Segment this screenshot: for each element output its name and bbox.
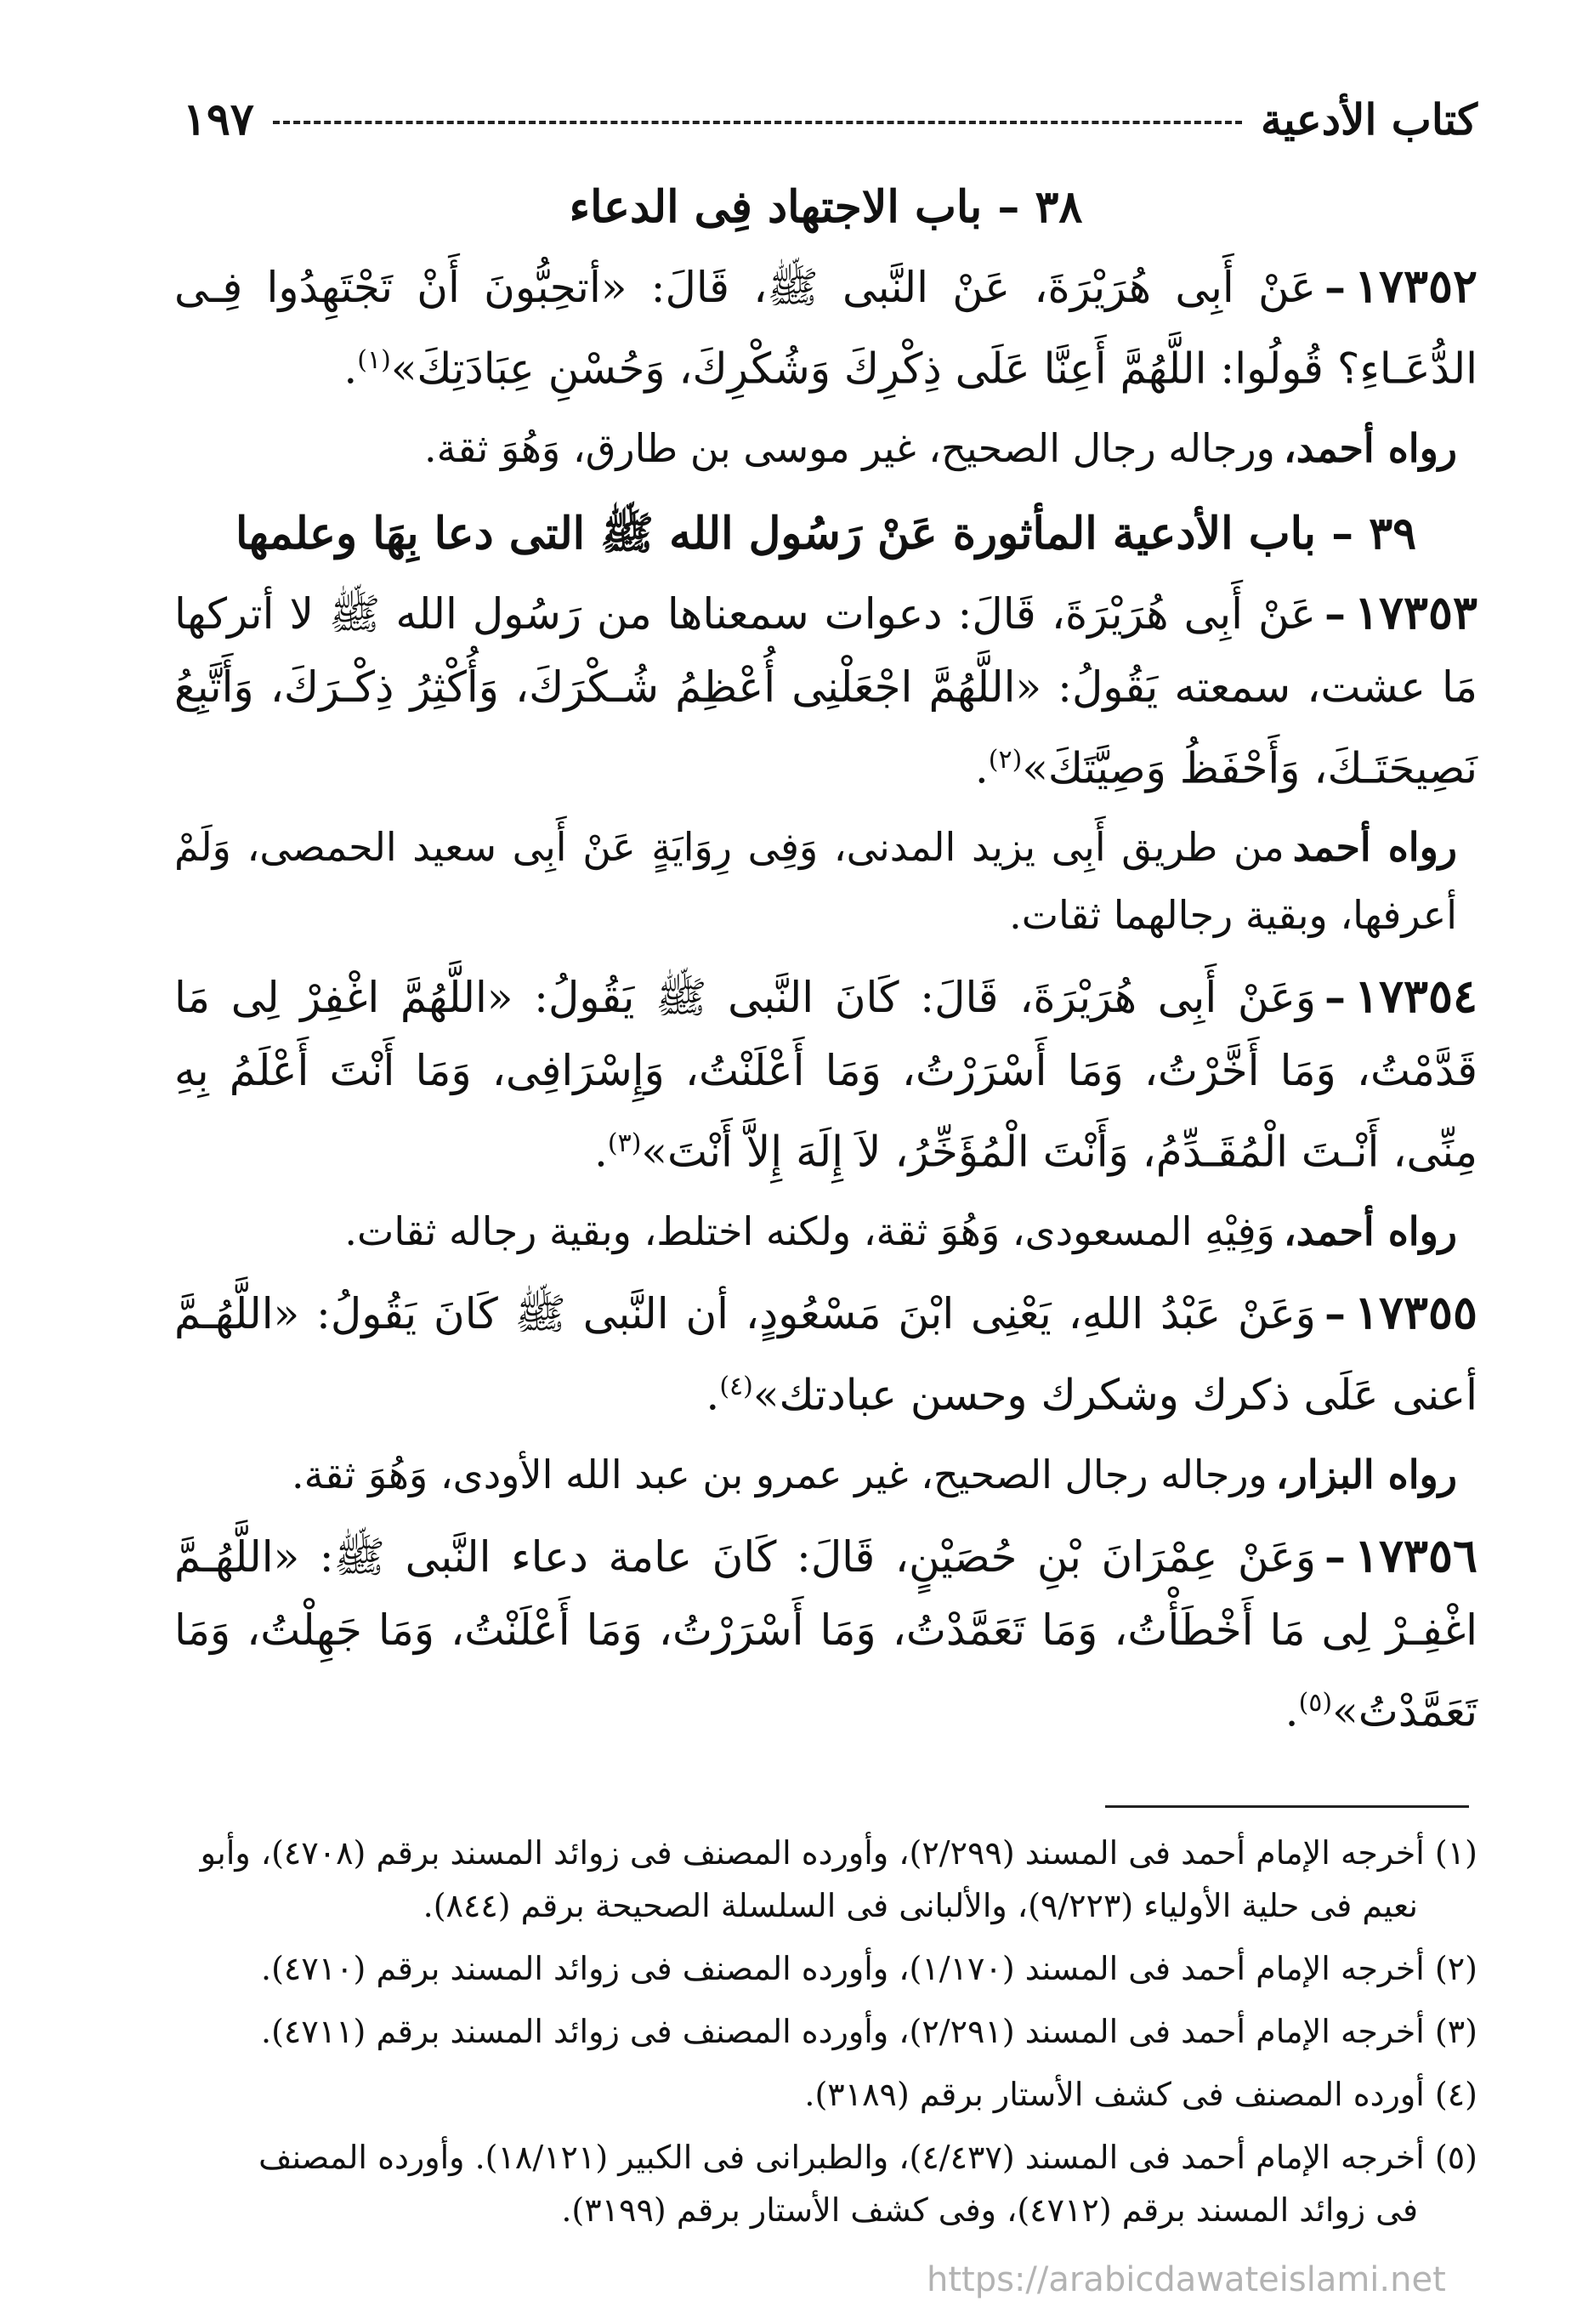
hadith-end: . [1285, 1686, 1299, 1736]
hadith-end: . [706, 1370, 720, 1420]
dash-separator: – [1324, 262, 1346, 312]
footnote-text: أخرجه الإمام أحمد فى المسند (٢/٢٩١)، وأورده المصنف فى زوائد المسند برقم (٤٧١١). [261, 2013, 1425, 2050]
header-dashed-rule [273, 121, 1242, 124]
narration-text: ورجاله رجال الصحيح، غير عمرو بن عبد الله الأودى، وَهُوَ ثقة. [292, 1451, 1268, 1497]
footnote-continuation: فى زوائد المسند برقم (٤٧١٢)، وفى كشف الأستار برقم (٣١٩٩). [561, 2191, 1418, 2229]
narration-2 [174, 813, 1477, 949]
footnote-marker[interactable]: (٢) [988, 744, 1023, 775]
narrator: رواه أحمد، [1283, 424, 1457, 471]
dash-separator: – [1324, 972, 1346, 1023]
chapter-heading-39: ٣٩ – باب الأدعية المأثورة عَنْ رَسُول الله ﷺ التى دعا بِهَا وعلمها [235, 507, 1417, 560]
footnote-1 [183, 1827, 1477, 1932]
footnote-marker[interactable]: (٣) [607, 1128, 642, 1159]
hadith-17354 [174, 959, 1477, 1189]
footnote-marker[interactable]: (٥) [1298, 1687, 1333, 1718]
footnote-continuation: نعيم فى حلية الأولياء (٩/٢٢٣)، والألبانى فى السلسلة الصحيحة برقم (٨٤٤). [423, 1887, 1418, 1924]
footnote-text: أخرجه الإمام أحمد فى المسند (١/١٧٠)، وأورده المصنف فى زوائد المسند برقم (٤٧١٠). [261, 1950, 1425, 1987]
watermark-url: https://arabicdawateislami.net [927, 2260, 1446, 2299]
dash-separator: – [1324, 588, 1346, 639]
hadith-number: ١٧٣٥٥ [1353, 1284, 1477, 1339]
hadith-17356 [174, 1519, 1477, 1748]
hadith-number: ١٧٣٥٢ [1353, 259, 1477, 313]
narration-1 [174, 414, 1477, 482]
hadith-text: عَنْ أَبِى هُرَيْرَةَ، قَالَ: دعوات سمعناها من رَسُول الله ﷺ لا أتركها مَا عشت، سمعته يَقُولُ: «اللَّهُمَّ اجْعَلْنِى أُعْظِمُ شُـكْرَكَ، وَأُكْثِرُ ذِكْـرَكَ، وَأَتَّبِعُ نَصِيحَتَـكَ، وَأَحْفَظُ وَصِيَّتَكَ» [174, 588, 1477, 793]
book-title: كتاب الأدعية [1260, 94, 1477, 145]
chapter-heading-38: ٣٨ – باب الاجتهاد فِى الدعاء [569, 181, 1083, 233]
footnote-4 [183, 2068, 1477, 2121]
hadith-end: . [343, 344, 358, 394]
hadith-17352 [174, 249, 1477, 406]
page-body [174, 166, 1477, 1754]
hadith-end: . [593, 1127, 608, 1177]
dash-separator: – [1324, 1531, 1346, 1582]
narrator: رواه البزار، [1275, 1451, 1457, 1497]
footnote-3 [183, 2005, 1477, 2058]
running-header [183, 89, 1477, 149]
footnote-marker: (٢) [1434, 1950, 1477, 1987]
narrator: رواه أحمد، [1283, 1207, 1457, 1254]
hadith-number: ١٧٣٥٦ [1353, 1527, 1477, 1582]
footnote-text: أخرجه الإمام أحمد فى المسند (٢/٢٩٩)، وأورده المصنف فى زوائد المسند برقم (٤٧٠٨)، وأبو [200, 1834, 1425, 1872]
footnote-marker[interactable]: (١) [357, 345, 391, 375]
footnote-5 [183, 2131, 1477, 2236]
footnotes [183, 1827, 1477, 2247]
hadith-17353 [174, 576, 1477, 805]
hadith-17355 [174, 1276, 1477, 1432]
page-number: ١٩٧ [183, 93, 254, 145]
hadith-number: ١٧٣٥٣ [1353, 584, 1477, 639]
footnote-marker: (٤) [1434, 2076, 1477, 2113]
narration-text: وَفِيْهِ المسعودى، وَهُوَ ثقة، ولكنه اختلط، وبقية رجاله ثقات. [344, 1207, 1275, 1254]
hadith-text: وَعَنْ أَبِى هُرَيْرَةَ، قَالَ: كَانَ النَّبى ﷺ يَقُولُ: «اللَّهُمَّ اغْفِرْ لِى مَا قَدَّمْتُ، وَمَا أَخَّرْتُ، وَمَا أَسْرَرْتُ، وَمَا أَعْلَنْتُ، وَإِسْرَافِى، وَمَا أَنْتَ أَعْلَمُ بِهِ مِنِّى، أَنْـتَ الْمُقَـدِّمُ، وَأَنْتَ الْمُؤَخِّرُ، لاَ إِلَهَ إِلاَّ أَنْتَ» [174, 973, 1477, 1177]
footnote-2 [183, 1942, 1477, 1995]
hadith-text: عَنْ أَبِى هُرَيْرَةَ، عَنْ النَّبى ﷺ، قَالَ: «أتحِبُّونَ أَنْ تَجْتَهِدُوا فِـى الدُّعَـاءِ؟ قُولُوا: اللَّهُمَّ أَعِنَّا عَلَى ذِكْرِكَ وَشُكْرِكَ، وَحُسْنِ عِبَادَتِكَ» [174, 263, 1477, 394]
footnote-marker: (١) [1434, 1834, 1477, 1872]
hadith-text: وَعَنْ عَبْدُ اللهِ، يَعْنِى ابْنَ مَسْعُودٍ، أن النَّبى ﷺ كَانَ يَقُولُ: «اللَّهُـمَّ أعنى عَلَى ذكرك وشكرك وحسن عبادتك» [174, 1288, 1477, 1420]
narration-4 [174, 1440, 1477, 1509]
footnote-marker: (٥) [1434, 2139, 1477, 2176]
hadith-text: وَعَنْ عِمْرَانَ بْنِ حُصَيْنٍ، قَالَ: كَانَ عامة دعاء النَّبى ﷺ: «اللَّهُـمَّ اغْفِـرْ لِى مَا أَخْطَأْتُ، وَمَا تَعَمَّدْتُ، وَمَا أَسْرَرْتُ، وَمَا أَعْلَنْتُ، وَمَا جَهِلْتُ، وَمَا تَعَمَّدْتُ» [174, 1531, 1477, 1736]
narration-text: من طريق أَبِى يزيد المدنى، وَفِى رِوَايَةٍ عَنْ أَبِى سعيد الحمصى، وَلَمْ أعرفها، وبقية رجالهما ثقات. [174, 824, 1457, 939]
footnote-text: أورده المصنف فى كشف الأستار برقم (٣١٨٩). [804, 2076, 1425, 2113]
footnote-marker: (٣) [1434, 2013, 1477, 2050]
narration-3 [174, 1197, 1477, 1265]
narration-text: ورجاله رجال الصحيح، غير موسى بن طارق، وَهُوَ ثقة. [424, 424, 1275, 471]
hadith-number: ١٧٣٥٤ [1353, 969, 1477, 1024]
footnote-divider [1105, 1805, 1469, 1808]
hadith-end: . [974, 743, 989, 793]
footnote-text: أخرجه الإمام أحمد فى المسند (٤/٤٣٧)، والطبرانى فى الكبير (١٨/١٢١). وأورده المصنف [258, 2139, 1425, 2176]
narrator: رواه أحمد [1292, 824, 1458, 871]
dash-separator: – [1324, 1287, 1346, 1338]
footnote-marker[interactable]: (٤) [719, 1371, 753, 1401]
